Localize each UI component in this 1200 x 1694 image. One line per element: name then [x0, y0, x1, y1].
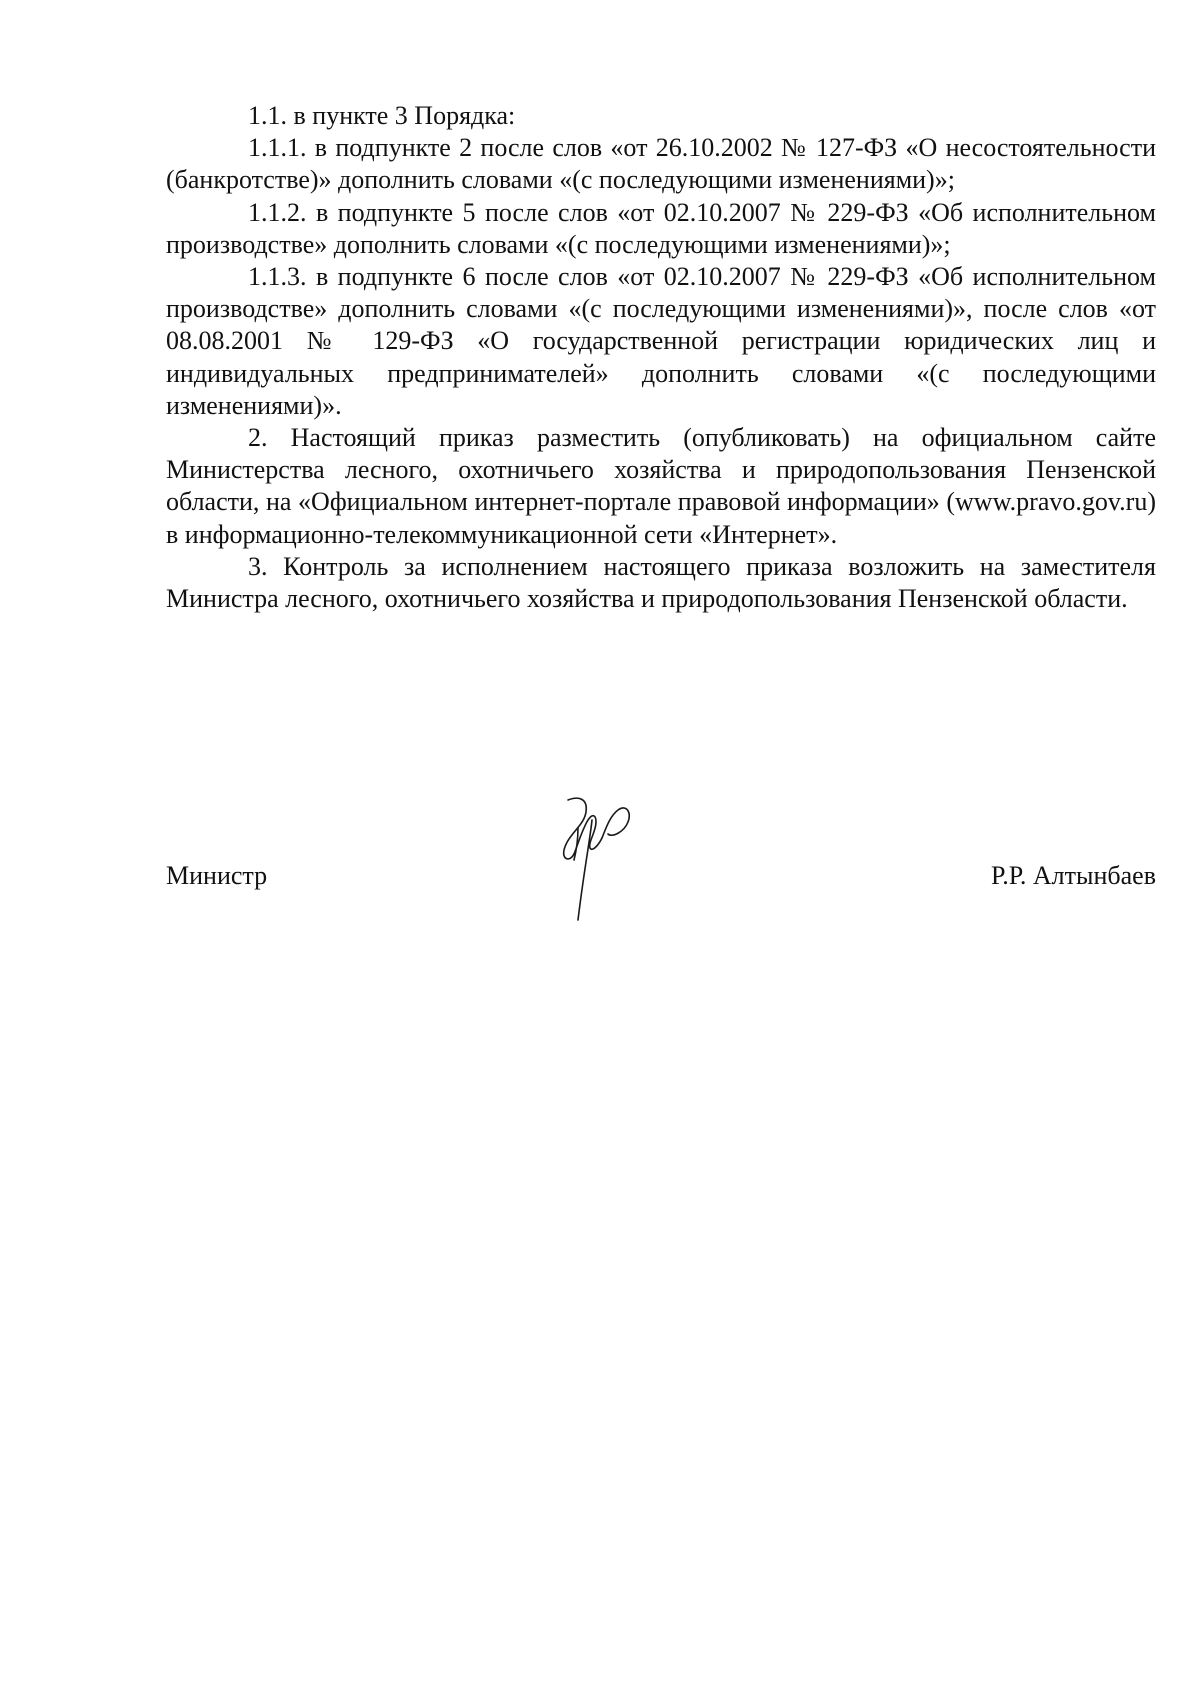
signature-block	[166, 860, 1156, 900]
document-body	[166, 100, 1156, 615]
paragraph-1-1-2: 1.1.2. в подпункте 5 после слов «от 02.10.2007 № 229-ФЗ «Об исполнительном производстве» дополнить словами «(с последующими изменениями)»;	[166, 197, 1156, 259]
handwritten-signature	[548, 790, 648, 930]
signatory-position: Министр	[166, 861, 268, 890]
paragraph-2: 2. Настоящий приказ разместить (опубликовать) на официальном сайте Министерства лесного, охотничьего хозяйства и природопользования Пензенской области, на «Официальном интернет-портале правовой информации» (www.pravo.gov.ru) в информационно-телекоммуникационной сети «Интернет».	[166, 423, 1156, 549]
paragraph-1-1-3: 1.1.3. в подпункте 6 после слов «от 02.10.2007 № 229-ФЗ «Об исполнительном производстве» дополнить словами «(с последующими изменениями)», после слов «от 08.08.2001 № 129-ФЗ «О государственной регистрации юридических лиц и индивидуальных предпринимателей» дополнить словами «(с последующими изменениями)».	[166, 262, 1156, 420]
paragraph-1-1: 1.1. в пункте 3 Порядка:	[248, 101, 516, 130]
signatory-name: Р.Р. Алтынбаев	[990, 861, 1156, 890]
paragraph-3: 3. Контроль за исполнением настоящего приказа возложить на заместителя Министра лесного, охотничьего хозяйства и природопользования Пензенской области.	[166, 551, 1156, 614]
paragraph-1-1-1: 1.1.1. в подпункте 2 после слов «от 26.10.2002 № 127-ФЗ «О несостоятельности (банкротстве)» дополнить словами «(с последующими изменениями)»;	[166, 133, 1156, 195]
